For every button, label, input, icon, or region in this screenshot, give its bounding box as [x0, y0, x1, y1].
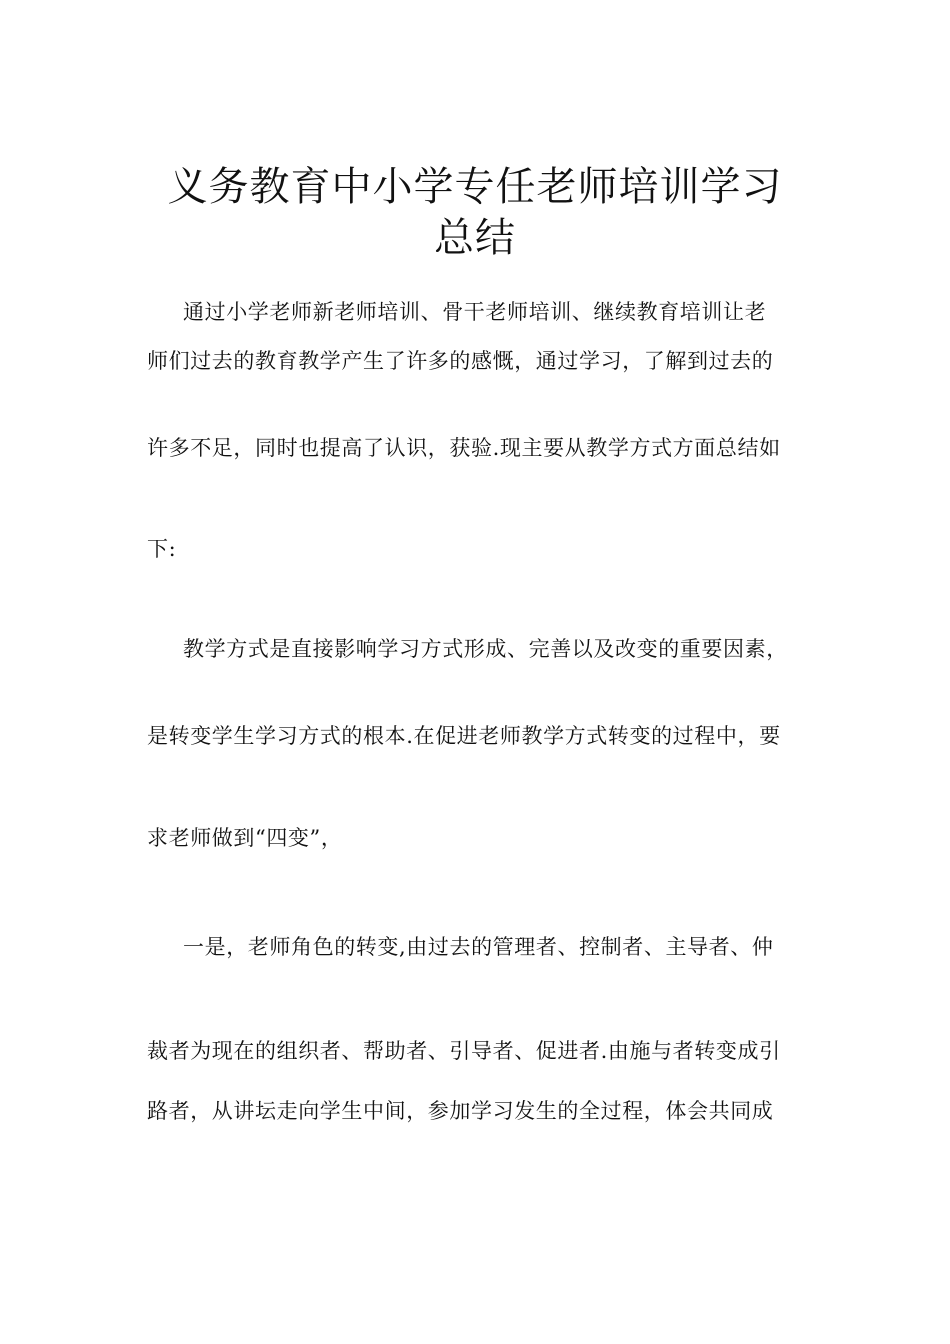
- paragraph-3-line-3: 路者，从讲坛走向学生中间，参加学习发生的全过程，体会共同成: [147, 1099, 774, 1123]
- paragraph-1-line-4: 下:: [147, 537, 177, 561]
- paragraph-1-line-2: 师们过去的教育教学产生了许多的感慨，通过学习，了解到过去的: [147, 349, 774, 373]
- document-title-line-1: 义务教育中小学专任老师培训学习: [167, 164, 783, 210]
- paragraph-2-line-3: 求老师做到“四变”，: [147, 826, 343, 850]
- paragraph-3-line-2: 裁者为现在的组织者、帮助者、引导者、促进者.由施与者转变成引: [147, 1039, 781, 1063]
- paragraph-1-line-1: 通过小学老师新老师培训、骨干老师培训、继续教育培训让老: [183, 300, 767, 324]
- paragraph-3-line-1: 一是，老师角色的转变,由过去的管理者、控制者、主导者、仲: [183, 935, 774, 959]
- paragraph-2-line-2: 是转变学生学习方式的根本.在促进老师教学方式转变的过程中，要: [147, 724, 781, 748]
- paragraph-2-line-1: 教学方式是直接影响学习方式形成、完善以及改变的重要因素，: [183, 637, 788, 661]
- paragraph-1-line-3: 许多不足，同时也提高了认识，获验.现主要从教学方式方面总结如: [147, 436, 781, 460]
- document-title-line-2: 总结: [434, 215, 516, 261]
